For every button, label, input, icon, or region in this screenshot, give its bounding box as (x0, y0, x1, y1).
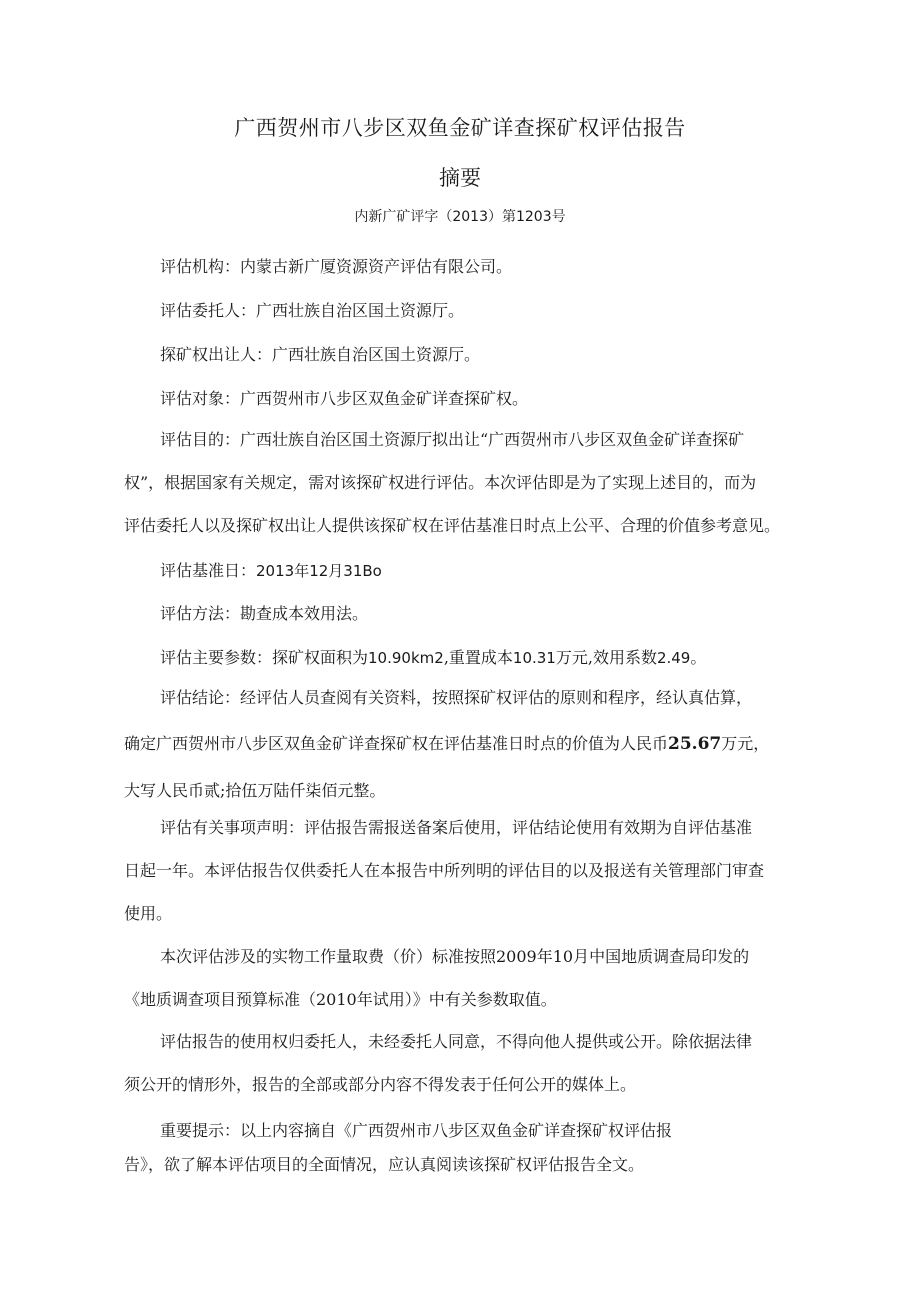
rights-line-1: 评估报告的使用权归委托人，未经委托人同意，不得向他人提供或公开。除依据法律 (160, 1032, 753, 1051)
conclusion-paragraph (124, 676, 804, 812)
params-mid: ,重置成本 (443, 648, 513, 667)
purpose-line-2: 权”，根据国家有关规定，需对该探矿权进行评估。本次评估即是为了实现上述目的，而为 (124, 473, 757, 492)
conclusion-line-1: 评估结论：经评估人员查阅有关资料，按照探矿权评估的原则和程序，经认真估算， (160, 688, 753, 707)
base-date-label: 评估基准日： (160, 561, 257, 580)
field-method: 评估方法：勘查成本效用法。 (160, 604, 369, 623)
standard-paragraph (124, 935, 804, 1021)
standard-line-1: 本次评估涉及的实物工作量取费（价）标准按照2009年10月中国地质调查局印发的 (160, 947, 750, 966)
purpose-paragraph (124, 418, 804, 547)
field-agency: 评估机构：内蒙古新广厦资源资产评估有限公司。 (160, 257, 513, 276)
notice-line-2: 告》，欲了解本评估项目的全面情况，应认真阅读该探矿权评估报告全文。 (124, 1155, 645, 1174)
field-params (160, 645, 706, 668)
conclusion-line-3: 大写人民币贰;拾伍万陆仟柒佰元整。 (124, 781, 386, 800)
statement-line-1: 评估有关事项声明：评估报告需报送备案后使用，评估结论使用有效期为自评估基准 (160, 818, 753, 837)
statement-line-3: 使用。 (124, 904, 173, 923)
field-base-date (160, 558, 382, 581)
params-area: 10.90km2 (368, 649, 444, 667)
statement-line-2: 日起一年。本评估报告仅供委托人在本报告中所列明的评估目的以及报送有关管理部门审查 (124, 861, 765, 880)
conclusion-unit: 万元， (721, 734, 770, 753)
rights-paragraph (124, 1020, 804, 1106)
params-suffix: 。 (690, 648, 707, 667)
notice-line-1: 重要提示：以上内容摘自《广西贺州市八步区双鱼金矿详查探矿权评估报 (160, 1121, 673, 1140)
rights-line-2: 须公开的情形外，报告的全部或部分内容不得发表于任何公开的媒体上。 (124, 1075, 637, 1094)
params-mid2: 万元,效用系数 (555, 648, 657, 667)
purpose-line-3: 评估委托人以及探矿权出让人提供该探矿权在评估基准日时点上公平、合理的价值参考意见。 (124, 516, 781, 535)
report-title: 广西贺州市八步区双鱼金矿详查探矿权评估报告 (234, 116, 686, 140)
statement-paragraph (124, 806, 804, 935)
base-date-value: 2013年12月31Bo (256, 562, 382, 580)
field-client: 评估委托人：广西壮族自治区国土资源厅。 (160, 301, 465, 320)
standard-line-2: 《地质调查项目预算标准（2010年试用）》中有关参数取值。 (124, 990, 557, 1009)
params-cost: 10.31 (512, 649, 556, 667)
conclusion-line-2 (124, 719, 804, 769)
field-transferor: 探矿权出让人：广西壮族自治区国土资源厅。 (160, 345, 481, 364)
conclusion-text: 确定广西贺州市八步区双鱼金矿详查探矿权在评估基准日时点的价值为人民币 (124, 734, 669, 753)
params-coef: 2.49 (656, 649, 691, 667)
abstract-heading: 摘要 (439, 166, 481, 190)
field-object: 评估对象：广西贺州市八步区双鱼金矿详查探矿权。 (160, 389, 529, 408)
notice-paragraph (124, 1114, 804, 1182)
conclusion-value: 25.67 (668, 734, 722, 754)
purpose-line-1: 评估目的：广西壮族自治区国土资源厅拟出让“广西贺州市八步区双鱼金矿详查探矿 (160, 430, 745, 449)
params-label: 评估主要参数：探矿权面积为 (160, 648, 369, 667)
document-number: 内新广矿评字（2013）第1203号 (354, 209, 566, 225)
